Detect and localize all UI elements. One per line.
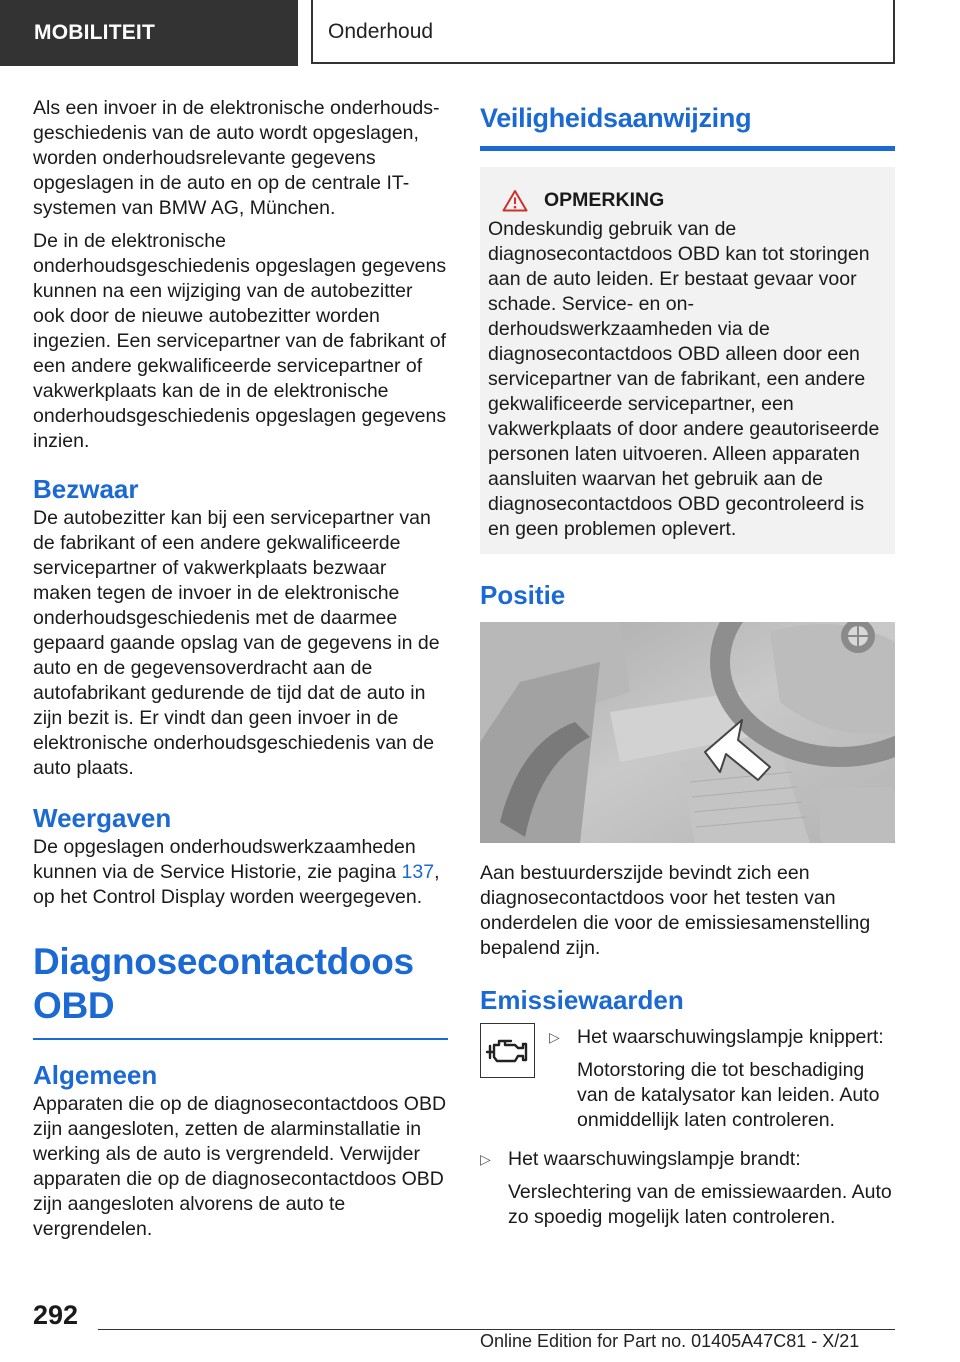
triangle-bullet-icon: ▷ [480,1151,491,1167]
warning-label: OPMERKING [544,189,665,211]
warning-triangle-icon [502,189,528,212]
obd-location-photo [480,622,895,843]
edition-text: Online Edition for Part no. 01405A47C81 - X/21 [480,1331,860,1351]
warning-header [488,185,887,215]
footer-divider [98,1329,895,1330]
warning-text: Ondeskundig gebruik van de diagnosecontactdoos OBD kan tot storingen aan de auto leiden. Er bestaat gevaar voor schade. Service- en onderhoudswerkzaamheden via de diagnosecontactdoos OBD alleen door een servicepartner van de fabrikant, een andere gekwalificeerde servicepartner, een vakwerkplaats of door andere geautoriseerde personen laten uitvoeren. Alleen apparaten aansluiten waarvan het gebruik aan de diagnosecontactdoos OBD gecontroleerd is en geen problemen oplevert. [488,218,880,540]
warning-box [480,167,895,554]
obd-section-title: Diagnosecontactdoos OBD [33,940,448,1040]
check-engine-icon [485,1036,531,1066]
left-column [33,96,448,1250]
bullet-1-label: Het waarschuwingslampje knippert: [577,1026,884,1048]
safety-title: Veiligheidsaanwijzing [480,96,895,151]
list-item [549,1025,895,1050]
page-link[interactable]: 137 [401,861,435,883]
weergaven-paragraph [33,835,448,910]
weergaven-text-pre: De opgeslagen onderhoudswerkzaamheden kunnen via de Service Historie, zie pagina [33,836,416,883]
bullet-2-text: Verslechtering van de emissiewaarden. Auto zo spoedig mogelijk laten controleren. [508,1181,892,1228]
emissie-heading: Emissiewaarden [480,985,684,1015]
intro-paragraph-1: Als een invoer in de elektronische onderhoudsgeschiedenis van de auto wordt opgeslagen, worden onderhoudsrelevante gegevens opgeslagen in de auto en op de centrale IT-systemen van BMW AG, München. [33,97,440,219]
page-header [0,0,960,66]
positie-heading: Positie [480,580,566,610]
engine-icon-box [480,1023,535,1078]
algemeen-paragraph: Apparaten die op de diagnosecontactdoos OBD zijn aangesloten, zetten de alarminstallatie in werking als de auto is vergrendeld. Verwijder apparaten die op de diagnosecontactdoos OBD zijn aangesloten alvorens de auto te vergrendelen. [33,1093,447,1240]
chapter-tab: Onderhoud [311,0,895,64]
bullet-2-label: Het waarschuwingslampje brandt: [508,1148,801,1170]
section-tab: MOBILITEIT [0,0,298,66]
bullet-1-text: Motorstoring die tot beschadiging van de katalysator kan leiden. Auto onmiddellijk laten controleren. [577,1059,880,1131]
intro-paragraph-2: De in de elektronische onderhoudsgeschiedenis opgeslagen gegevens kunnen na een wijziging van de autobezitter ook door de nieuwe autobezitter worden ingezien. Een servicepartner van de fabrikant of een andere gekwalificeerde servicepartner of vakwerkplaats kan de in de elektronische onderhoudsgeschiedenis opgeslagen gegevens inzien. [33,230,447,452]
emission-bullet-1 [549,1025,895,1141]
algemeen-heading: Algemeen [33,1060,158,1090]
list-item [480,1147,895,1172]
bezwaar-paragraph: De autobezitter kan bij een servicepartner van de fabrikant of een andere gekwalificeerde servicepartner of vakwerkplaats bezwaar maken tegen de invoer in de elektronische onderhoudsgeschiedenis met de daarmee gepaard gaande opslag van de gegevens in de auto en de gegevensoverdracht aan de autofabrikant gedurende de tijd dat de auto in zijn bezit is. Er vindt dan geen invoer in de elektronische onderhoudsgeschiedenis van de auto plaats. [33,507,440,779]
bezwaar-heading: Bezwaar [33,474,139,504]
emission-block [480,1025,895,1141]
weergaven-heading: Weergaven [33,803,172,833]
page-number: 292 [33,1300,79,1330]
emission-bullet-2 [480,1147,895,1230]
weergaven-text-post: , op het Control Display worden weergegeven. [33,861,440,908]
positie-paragraph: Aan bestuurderszijde bevindt zich een diagnosecontactdoos voor het testen van onderdelen die voor de emissiesamenstelling bepalend zijn. [480,862,871,959]
right-column [480,96,895,1238]
triangle-bullet-icon: ▷ [549,1029,560,1045]
